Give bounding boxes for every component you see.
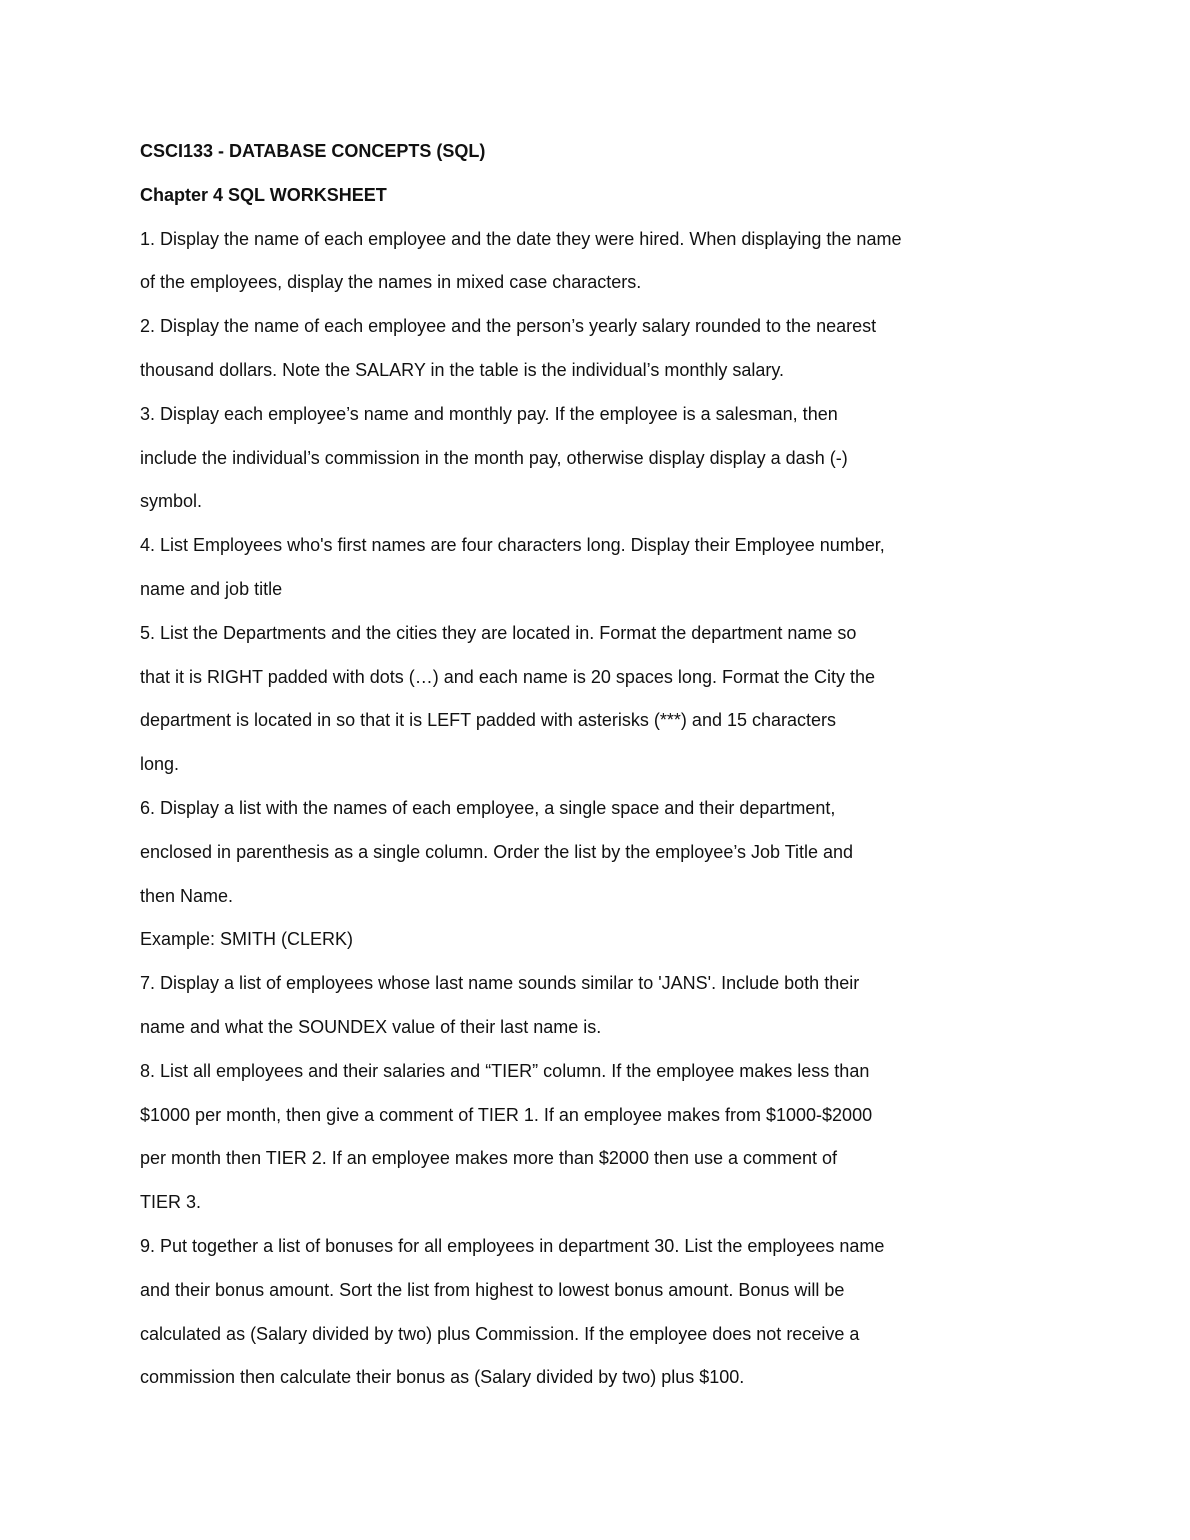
course-title: CSCI133 - DATABASE CONCEPTS (SQL) bbox=[140, 141, 486, 161]
text-line: then Name. bbox=[140, 885, 234, 906]
text-line: calculated as (Salary divided by two) plus Commission. If the employee does not receive a bbox=[140, 1323, 860, 1344]
text-line: enclosed in parenthesis as a single column. Order the list by the employee’s Job Title and bbox=[140, 841, 854, 862]
text-line: 7. Display a list of employees whose last name sounds similar to 'JANS'. Include both their bbox=[140, 973, 860, 994]
text-line: thousand dollars. Note the SALARY in the table is the individual’s monthly salary. bbox=[140, 359, 785, 380]
document-body bbox=[140, 130, 980, 1400]
text-line: 5. List the Departments and the cities they are located in. Format the department name so bbox=[140, 622, 857, 643]
text-line: 8. List all employees and their salaries and “TIER” column. If the employee makes less than bbox=[140, 1060, 870, 1081]
text-line: that it is RIGHT padded with dots (…) and each name is 20 spaces long. Format the City the bbox=[140, 666, 876, 687]
text-line: commission then calculate their bonus as (Salary divided by two) plus $100. bbox=[140, 1367, 745, 1388]
text-line: per month then TIER 2. If an employee makes more than $2000 then use a comment of bbox=[140, 1148, 838, 1169]
text-line: 9. Put together a list of bonuses for all employees in department 30. List the employees name bbox=[140, 1235, 885, 1256]
text-line: name and what the SOUNDEX value of their last name is. bbox=[140, 1016, 602, 1037]
text-line: name and job title bbox=[140, 578, 283, 599]
text-line: and their bonus amount. Sort the list from highest to lowest bonus amount. Bonus will be bbox=[140, 1279, 845, 1300]
text-line: department is located in so that it is LEFT padded with asterisks (***) and 15 characters bbox=[140, 710, 837, 731]
text-line: 1. Display the name of each employee and the date they were hired. When displaying the name bbox=[140, 228, 902, 249]
text-line: 6. Display a list with the names of each employee, a single space and their department, bbox=[140, 797, 836, 818]
text-line: long. bbox=[140, 754, 180, 775]
text-line: symbol. bbox=[140, 491, 203, 512]
text-line: TIER 3. bbox=[140, 1192, 202, 1213]
worksheet-title: Chapter 4 SQL WORKSHEET bbox=[140, 184, 387, 205]
text-line: $1000 per month, then give a comment of TIER 1. If an employee makes from $1000-$2000 bbox=[140, 1104, 873, 1125]
text-line: 2. Display the name of each employee and the person’s yearly salary rounded to the nearest bbox=[140, 316, 877, 337]
text-line: 4. List Employees who's first names are four characters long. Display their Employee number, bbox=[140, 535, 885, 556]
example-line: Example: SMITH (CLERK) bbox=[140, 929, 354, 950]
text-line: of the employees, display the names in mixed case characters. bbox=[140, 272, 642, 293]
text-line: 3. Display each employee’s name and monthly pay. If the employee is a salesman, then bbox=[140, 403, 838, 424]
text-line: include the individual’s commission in the month pay, otherwise display display a dash (-) bbox=[140, 447, 848, 468]
